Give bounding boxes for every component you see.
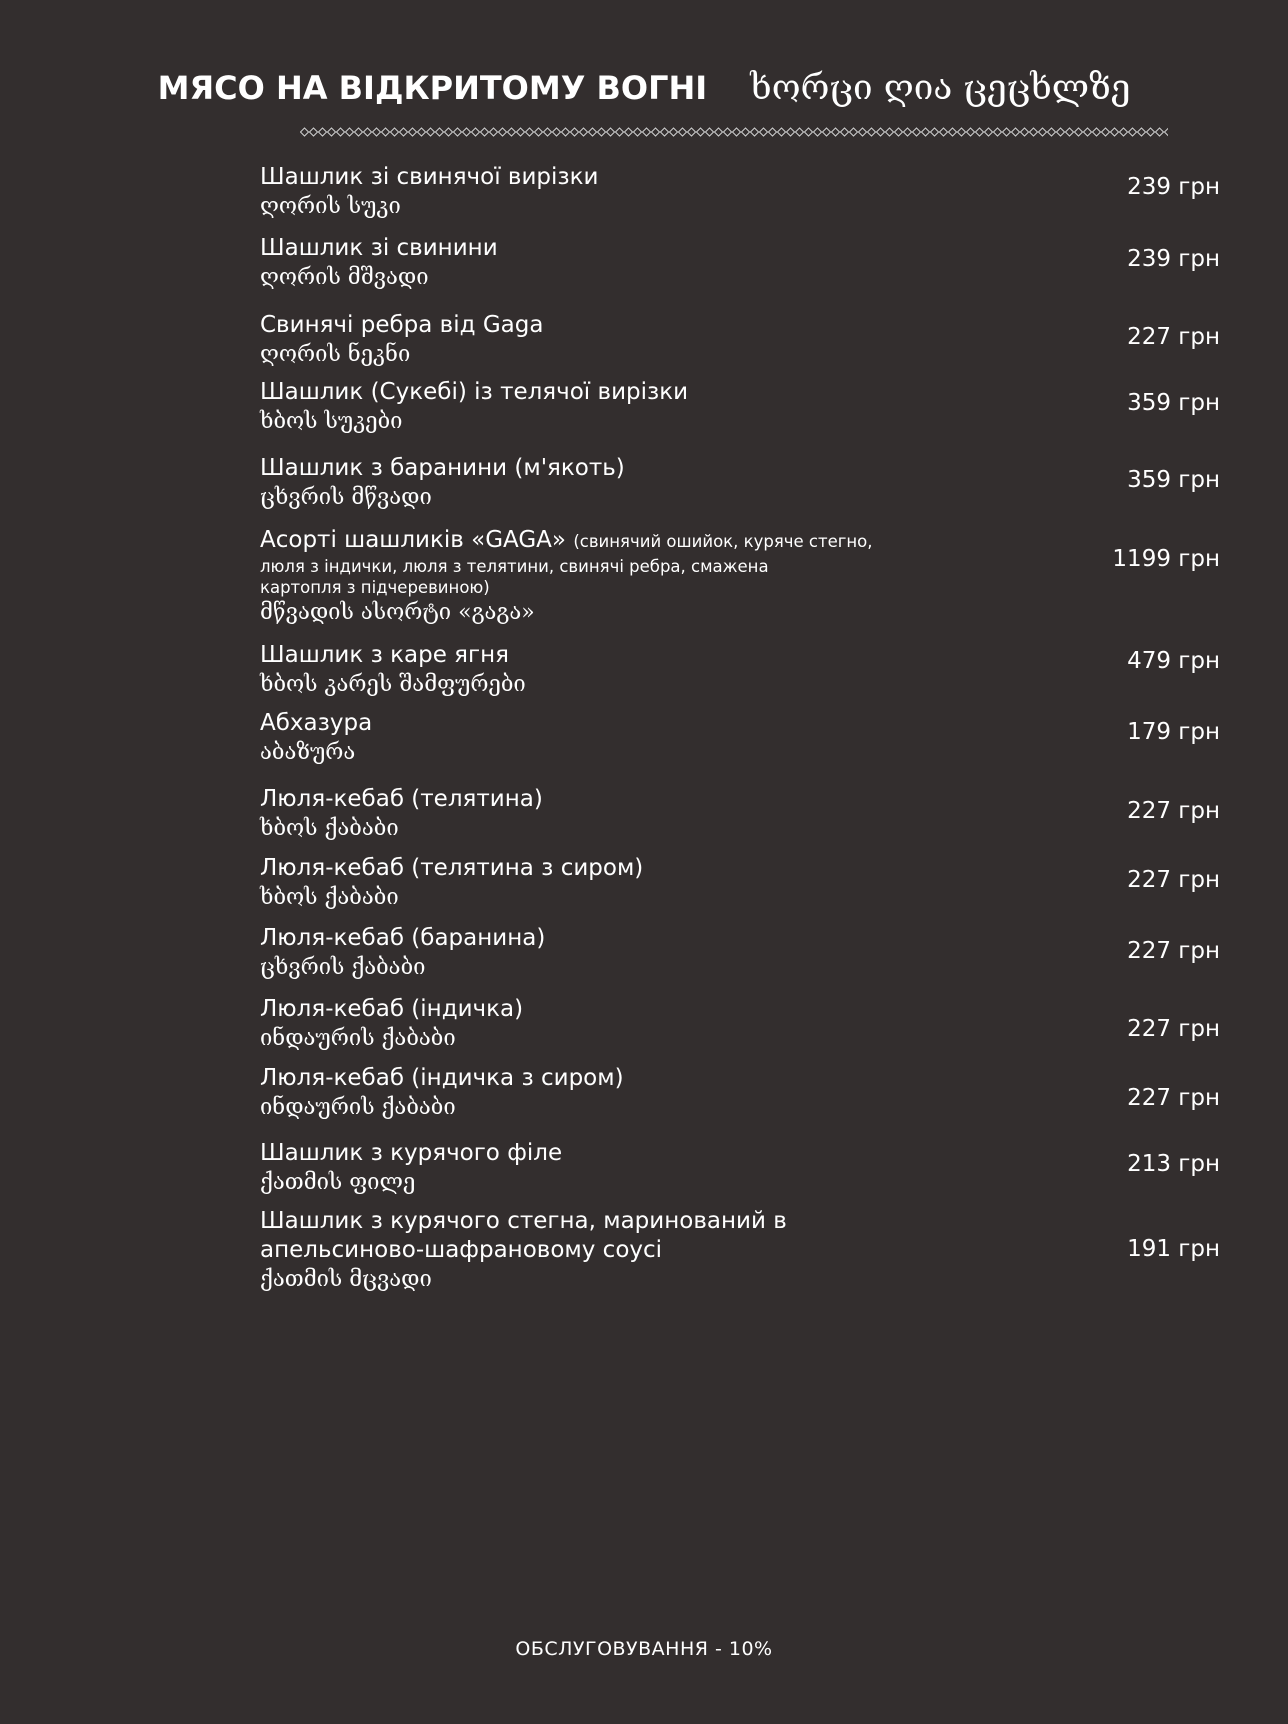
item-name-georgian: ღორის სუკი: [260, 194, 401, 219]
menu-item: [260, 1064, 1220, 1122]
item-name-georgian: ქათმის ფილე: [260, 1170, 416, 1195]
menu-item: [260, 1207, 1220, 1294]
menu-item: [260, 641, 1220, 699]
item-price: 227 грн: [1127, 867, 1220, 893]
item-price: 227 грн: [1127, 324, 1220, 350]
item-price: 227 грн: [1127, 938, 1220, 964]
ornament-divider: [300, 124, 1168, 140]
item-name-georgian: ხბოს ქაბაბი: [260, 816, 399, 841]
item-name: Шашлик з каре ягня: [260, 642, 509, 668]
item-name-georgian: ცხვრის ქაბაბი: [260, 955, 426, 980]
menu-item: [260, 785, 1220, 843]
item-price: 239 грн: [1127, 246, 1220, 272]
menu-item: [260, 1139, 1220, 1197]
menu-item: [260, 163, 1220, 221]
item-name-georgian: ღორის მშვადი: [260, 265, 429, 290]
item-name: Шашлик з курячого стегна, маринований в: [260, 1208, 787, 1234]
item-name-georgian: ხბოს ქაბაბი: [260, 885, 399, 910]
menu-item: [260, 995, 1220, 1053]
item-name-georgian: ინდაურის ქაბაბი: [260, 1095, 456, 1120]
menu-item: [260, 526, 1220, 627]
item-price: 239 грн: [1127, 174, 1220, 200]
item-name-main: Асорті шашликів «GAGA»: [260, 527, 566, 553]
item-name-georgian: აბაზურა: [260, 740, 356, 765]
item-description: (свинячий ошийок, куряче стегно,: [573, 532, 873, 551]
item-name-georgian: ინდაურის ქაბაბი: [260, 1026, 456, 1051]
item-name-georgian: ღორის ნეკნი: [260, 342, 411, 367]
item-name: Люля-кебаб (індичка): [260, 996, 524, 1022]
menu-header: [0, 68, 1288, 108]
section-title: МЯСО НА ВІДКРИТОМУ ВОГНІ: [157, 69, 708, 107]
menu-item: [260, 924, 1220, 982]
item-name: Шашлик з курячого філе: [260, 1140, 563, 1166]
item-price: 1199 грн: [1112, 546, 1220, 572]
item-price: 479 грн: [1127, 648, 1220, 674]
item-price: 213 грн: [1127, 1151, 1220, 1177]
item-description-line: картопля з підчеревиною): [260, 578, 490, 597]
item-name: Шашлик (Сукебі) із телячої вирізки: [260, 379, 689, 405]
menu-item: [260, 709, 1220, 767]
item-price: 179 грн: [1127, 719, 1220, 745]
service-charge-note: ОБСЛУГОВУВАННЯ - 10%: [515, 1638, 773, 1660]
item-name: Шашлик зі свинячої вирізки: [260, 164, 599, 190]
item-name: [260, 526, 1220, 556]
item-name: Шашлик з баранини (м'якоть): [260, 455, 625, 481]
item-name: Абхазура: [260, 710, 373, 736]
menu-item: [260, 311, 1220, 369]
item-price: 227 грн: [1127, 798, 1220, 824]
item-name: Люля-кебаб (баранина): [260, 925, 546, 951]
item-description-line: люля з індички, люля з телятини, свинячі ребра, смажена: [260, 557, 769, 576]
item-name: Люля-кебаб (телятина з сиром): [260, 855, 644, 881]
item-price: 227 грн: [1127, 1016, 1220, 1042]
menu-item: [260, 378, 1220, 436]
item-name-line: апельсиново-шафрановому соусі: [260, 1237, 663, 1263]
section-title-georgian: ხორცი ღია ცეცხლზე: [750, 68, 1131, 108]
menu-item: [260, 454, 1220, 512]
item-name-georgian: ცხვრის მწვადი: [260, 485, 432, 510]
item-name: Люля-кебаб (індичка з сиром): [260, 1065, 624, 1091]
item-price: 359 грн: [1127, 390, 1220, 416]
item-price: 227 грн: [1127, 1085, 1220, 1111]
item-name-georgian: ქათმის მცვადი: [260, 1267, 432, 1292]
item-name-georgian: ხბოს სუკები: [260, 409, 403, 434]
menu-item: [260, 234, 1220, 292]
item-name: Свинячі ребра від Gaga: [260, 312, 544, 338]
item-name: Люля-кебаб (телятина): [260, 786, 543, 812]
item-price: 191 грн: [1127, 1236, 1220, 1262]
item-price: 359 грн: [1127, 467, 1220, 493]
item-name-georgian: მწვადის ასორტი «გაგა»: [260, 600, 535, 625]
item-name-georgian: ხბოს კარეს შამფურები: [260, 672, 526, 697]
menu-item: [260, 854, 1220, 912]
item-name: Шашлик зі свинини: [260, 235, 498, 261]
